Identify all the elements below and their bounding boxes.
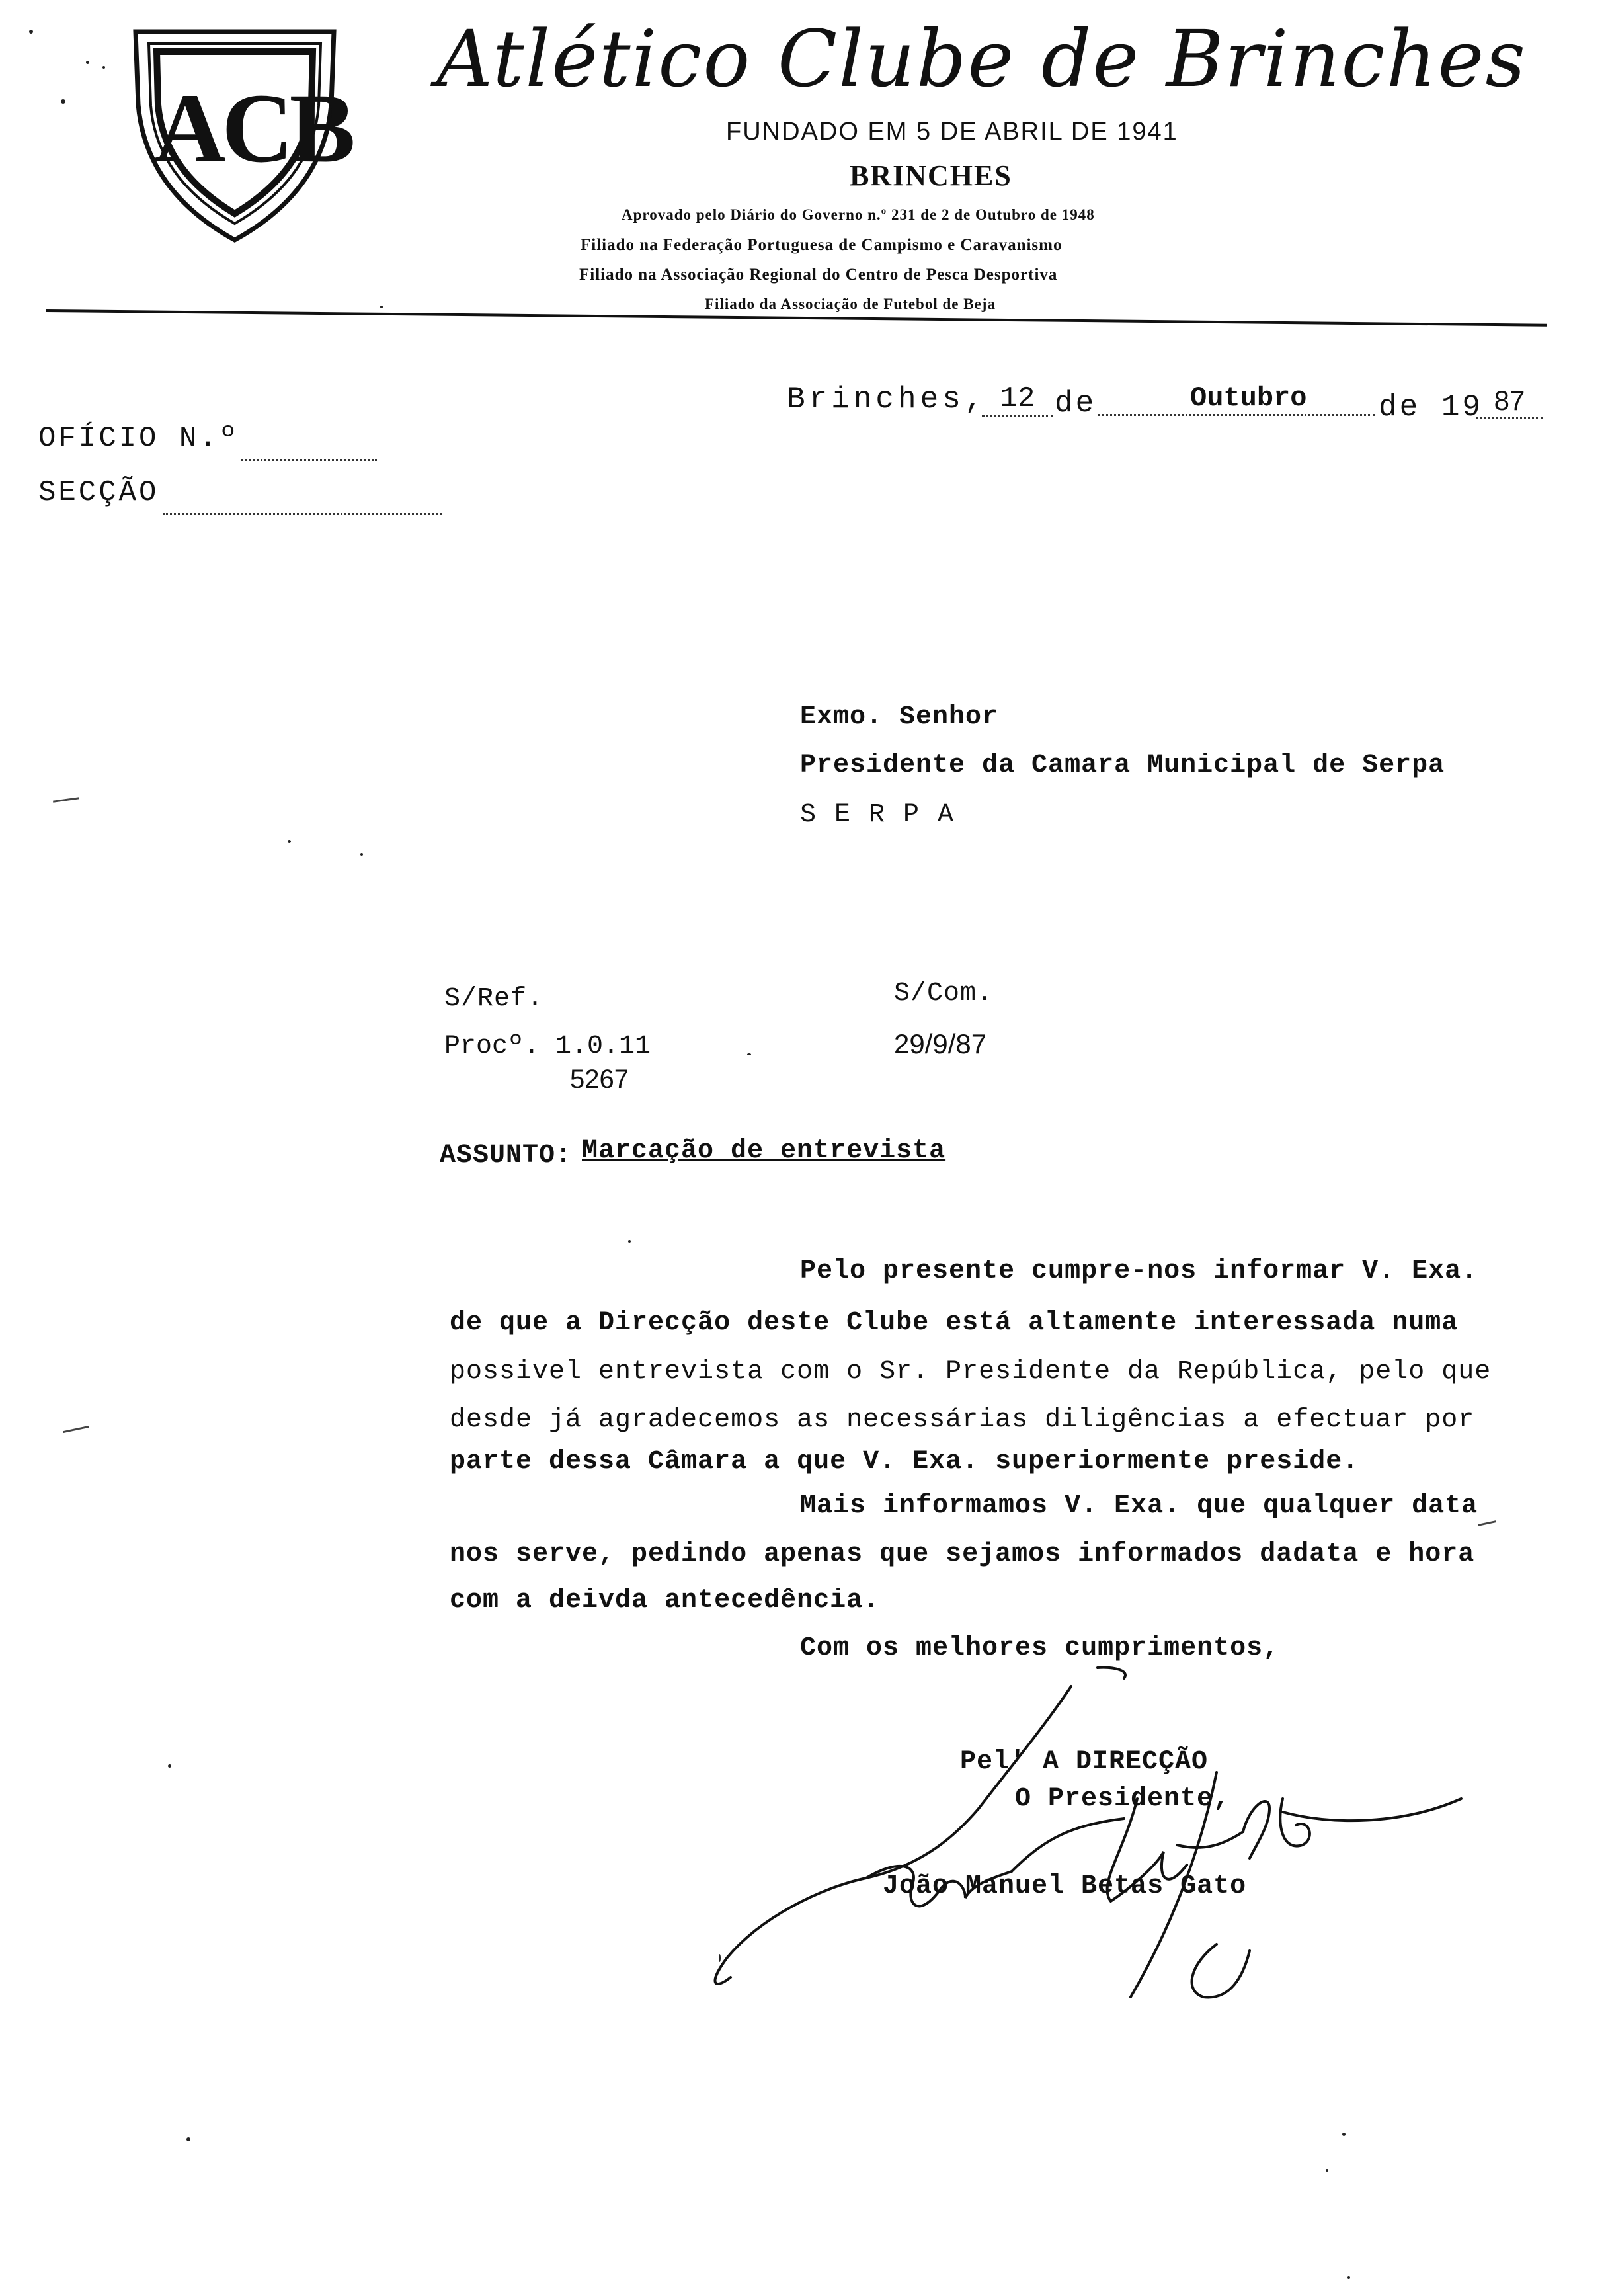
- scan-speck: [29, 30, 33, 34]
- body-line: possivel entrevista com o Sr. Presidente da República, pelo que: [450, 1357, 1492, 1387]
- scan-speck: [86, 61, 89, 64]
- scan-mark: [53, 797, 79, 803]
- club-logo: [129, 25, 352, 243]
- closing-line: Com os melhores cumprimentos,: [800, 1633, 1280, 1663]
- addressee-city: S E R P A: [800, 800, 955, 830]
- seccao-field: [163, 501, 442, 515]
- date-place: Brinches,: [787, 382, 987, 417]
- sref-number: 5267: [570, 1065, 629, 1094]
- scan-speck: [380, 306, 383, 308]
- body-line: desde já agradecemos as necessárias diligências a efectuar por: [450, 1405, 1475, 1435]
- body-line: Mais informamos V. Exa. que qualquer data: [800, 1491, 1478, 1521]
- scan-speck: [102, 66, 105, 69]
- scom-value: 29/9/87: [894, 1028, 987, 1059]
- scan-speck: [168, 1764, 171, 1768]
- affiliation-line: Filiado da Associação de Futebol de Beja: [705, 296, 996, 312]
- seccao-label: SECÇÃO: [38, 476, 159, 509]
- scan-speck: [719, 1954, 721, 1962]
- handwritten-signature: [701, 1666, 1494, 2010]
- town-name: BRINCHES: [850, 159, 1012, 192]
- body-line: parte dessa Câmara a que V. Exa. superiormente preside.: [450, 1447, 1359, 1477]
- scan-speck: [747, 1053, 751, 1055]
- scan-speck: [61, 99, 65, 104]
- signature-role: O Presidente,: [1015, 1784, 1230, 1814]
- club-name: Atlético Clube de Brinches: [436, 13, 1527, 104]
- scan-speck: [1347, 2276, 1350, 2279]
- scan-speck: [288, 840, 291, 843]
- date-de-year: de 19: [1379, 390, 1484, 425]
- subject-label: ASSUNTO:: [440, 1141, 573, 1170]
- affiliation-line: Filiado na Associação Regional do Centro de Pesca Desportiva: [579, 266, 1058, 284]
- scan-speck: [628, 1240, 631, 1243]
- founded-line: FUNDADO EM 5 DE ABRIL DE 1941: [726, 118, 1178, 145]
- subject-text: Marcação de entrevista: [582, 1136, 946, 1166]
- scan-speck: [1342, 2133, 1346, 2136]
- addressee-salutation: Exmo. Senhor: [800, 702, 999, 732]
- affiliation-line: Aprovado pelo Diário do Governo n.º 231 de 2 de Outubro de 1948: [622, 206, 1095, 223]
- scan-mark: [1478, 1520, 1496, 1526]
- body-line: de que a Direcção deste Clube está altamente interessada numa: [450, 1308, 1459, 1338]
- body-line: Pelo presente cumpre-nos informar V. Exa.: [800, 1256, 1478, 1286]
- logo-lettering: ACB: [154, 73, 352, 183]
- date-day: 12: [982, 382, 1053, 417]
- oficio-label: OFÍCIO N.º: [38, 422, 240, 455]
- scom-label: S/Com.: [894, 979, 994, 1008]
- body-line: com a deivda antecedência.: [450, 1586, 880, 1616]
- signature-name: João Manuel Betas Gato: [883, 1871, 1247, 1901]
- date-month: Outubro: [1098, 382, 1375, 416]
- scan-speck: [360, 853, 363, 856]
- sref-label: S/Ref.: [444, 984, 544, 1014]
- affiliation-line: Filiado na Federação Portuguesa de Campismo e Caravanismo: [581, 236, 1063, 254]
- signature-for-line: Pel' A DIRECÇÃO: [960, 1747, 1209, 1777]
- oficio-field: [241, 447, 377, 461]
- scan-speck: [1326, 2169, 1328, 2172]
- scan-mark: [63, 1426, 89, 1433]
- scan-speck: [186, 2137, 190, 2141]
- date-de: de: [1055, 386, 1097, 421]
- sref-value: Procº. 1.0.11: [444, 1032, 651, 1061]
- addressee-title: Presidente da Camara Municipal de Serpa: [800, 751, 1445, 780]
- body-line: nos serve, pedindo apenas que sejamos informados dadata e hora: [450, 1539, 1475, 1569]
- date-year: 87: [1476, 385, 1543, 419]
